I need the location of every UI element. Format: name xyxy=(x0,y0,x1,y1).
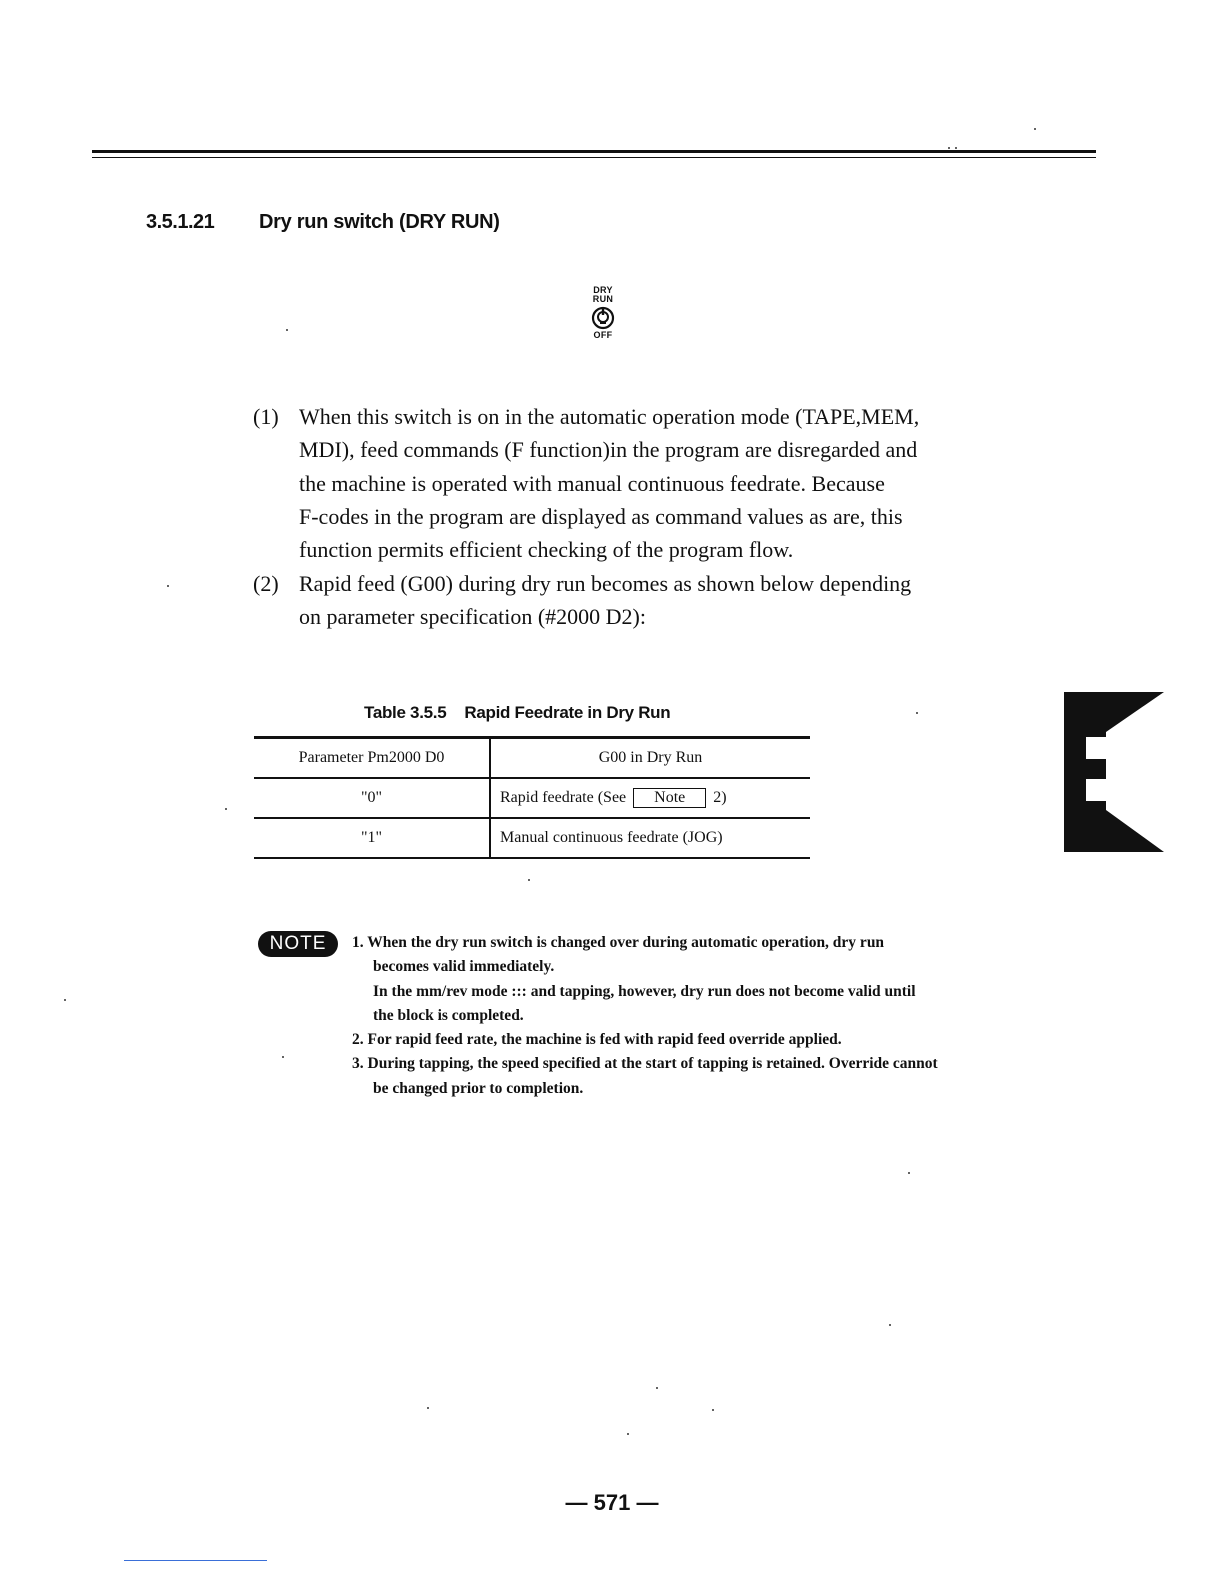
table-cell-param: "1" xyxy=(254,818,490,858)
switch-label-dry: DRY xyxy=(593,285,613,295)
table-cell-value xyxy=(490,778,810,818)
page-number: — 571 — xyxy=(565,1490,659,1515)
paragraph-1-line: the machine is operated with manual continuous feedrate. Because xyxy=(299,470,885,496)
scan-speck xyxy=(712,1409,714,1411)
rapid-feedrate-text: Rapid feedrate (See xyxy=(500,789,627,806)
scan-speck xyxy=(528,879,530,881)
note-badge: NOTE xyxy=(258,931,338,957)
note-line: In the mm/rev mode ::: and tapping, however, dry run does not become valid until xyxy=(373,982,916,1000)
scan-speck xyxy=(916,712,918,714)
note-line: the block is completed. xyxy=(373,1006,524,1024)
scan-speck xyxy=(1034,128,1036,130)
paragraph-2-line: Rapid feed (G00) during dry run becomes as shown below depending xyxy=(299,571,912,596)
scan-speck xyxy=(64,999,66,1001)
scan-speck xyxy=(908,1172,910,1174)
table-header-g00: G00 in Dry Run xyxy=(490,738,810,779)
note-reference-box: Note xyxy=(633,788,706,808)
scan-speck xyxy=(167,585,169,587)
note-line: becomes valid immediately. xyxy=(373,958,555,976)
switch-label-off: OFF xyxy=(593,330,613,340)
chapter-thumb-tab xyxy=(1064,692,1164,852)
scan-speck xyxy=(656,1387,658,1389)
paragraph-1-line: MDI), feed commands (F function)in the program are disregarded and xyxy=(299,437,918,463)
scan-speck xyxy=(427,1407,429,1409)
dry-run-switch-graphic xyxy=(578,286,628,340)
notes-block xyxy=(352,931,938,1101)
rapid-feedrate-table xyxy=(254,736,810,859)
note-line: 3. During tapping, the speed specified at the start of tapping is retained. Override cannot xyxy=(352,1055,938,1073)
paragraph-1-line: function permits efficient checking of the program flow. xyxy=(299,537,794,563)
switch-label-run: RUN xyxy=(592,294,614,304)
section-number: 3.5.1.21 xyxy=(146,211,215,233)
scan-speck xyxy=(955,147,957,149)
note-reference-suffix: 2) xyxy=(713,789,727,806)
header-rule-thick xyxy=(92,150,1096,153)
note-line: 1. When the dry run switch is changed over during automatic operation, dry run xyxy=(352,934,885,951)
scan-speck xyxy=(627,1433,629,1435)
paragraph-1 xyxy=(299,400,1039,566)
table-header-param: Parameter Pm2000 D0 xyxy=(254,738,490,779)
paragraph-1-line: F-codes in the program are displayed as command values as are, this xyxy=(299,503,903,529)
table-caption xyxy=(364,703,670,723)
scan-speck xyxy=(286,329,288,331)
paragraph-2-number: (2) xyxy=(253,571,279,596)
table-row xyxy=(254,778,810,818)
note-line: be changed prior to completion. xyxy=(373,1079,584,1097)
table-caption-number: Table 3.5.5 xyxy=(364,703,447,722)
paragraph-1-line: When this switch is on in the automatic operation mode (TAPE,MEM, xyxy=(299,404,920,429)
table-header-row xyxy=(254,738,810,779)
table-cell-value: Manual continuous feedrate (JOG) xyxy=(490,818,810,858)
scan-speck xyxy=(225,808,227,810)
scan-speck xyxy=(889,1324,891,1326)
table-caption-title: Rapid Feedrate in Dry Run xyxy=(464,703,671,722)
header-rule-thin xyxy=(92,157,1096,158)
bottom-link-rule xyxy=(124,1560,267,1561)
scan-speck xyxy=(282,1056,284,1058)
scan-speck xyxy=(948,147,950,149)
rotary-switch-icon xyxy=(591,306,615,330)
paragraph-2 xyxy=(299,567,1039,634)
table-cell-param: "0" xyxy=(254,778,490,818)
chapter-e-tab-icon xyxy=(1064,692,1164,852)
paragraph-2-line: on parameter specification (#2000 D2): xyxy=(299,604,646,630)
section-title: Dry run switch (DRY RUN) xyxy=(259,211,500,233)
paragraph-1-number: (1) xyxy=(253,404,279,429)
note-line: 2. For rapid feed rate, the machine is fed with rapid feed override applied. xyxy=(352,1031,842,1049)
table-row xyxy=(254,818,810,858)
